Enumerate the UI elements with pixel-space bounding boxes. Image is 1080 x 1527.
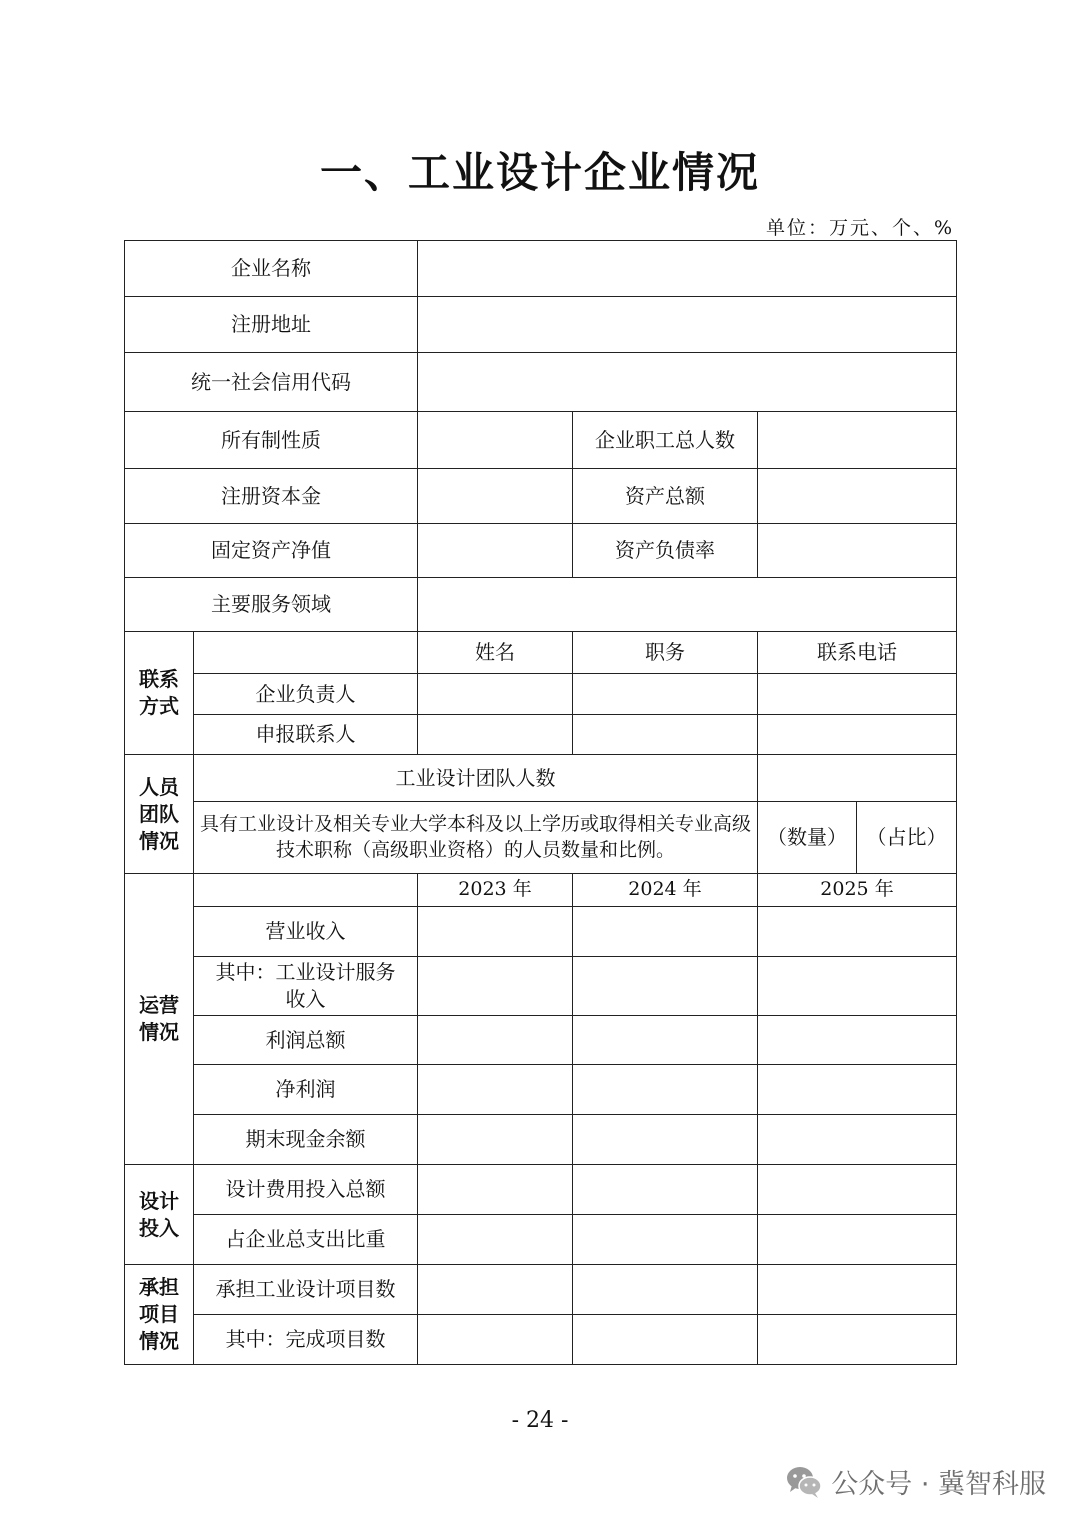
team-size-field[interactable] — [758, 755, 957, 802]
design-projects-2025-field[interactable] — [758, 1265, 957, 1315]
table-row — [125, 632, 957, 674]
applicant-position-field[interactable] — [573, 715, 758, 755]
table-row — [125, 578, 957, 632]
debt-ratio-field[interactable] — [758, 524, 957, 578]
watermark-text: 公众号 · 冀智科服 — [831, 1469, 1046, 1500]
table-row — [125, 1315, 957, 1365]
design-revenue-2024-field[interactable] — [573, 957, 758, 1016]
table-row — [125, 715, 957, 755]
net-profit-2024-field[interactable] — [573, 1065, 758, 1115]
watermark — [785, 1462, 1046, 1501]
label-total-employees: 企业职工总人数 — [573, 412, 758, 469]
design-projects-2024-field[interactable] — [573, 1265, 758, 1315]
design-projects-2023-field[interactable] — [418, 1265, 573, 1315]
table-row — [125, 469, 957, 524]
contact-header-position: 职务 — [573, 632, 758, 674]
completed-projects-2025-field[interactable] — [758, 1315, 957, 1365]
completed-projects-2023-field[interactable] — [418, 1315, 573, 1365]
label-ending-cash: 期末现金余额 — [194, 1115, 418, 1165]
table-row — [125, 802, 957, 874]
net-profit-2023-field[interactable] — [418, 1065, 573, 1115]
total-employees-field[interactable] — [758, 412, 957, 469]
label-applicant-contact: 申报联系人 — [194, 715, 418, 755]
contact-header-phone: 联系电话 — [758, 632, 957, 674]
table-row — [125, 412, 957, 469]
year-header-2023: 2023 年 — [418, 874, 573, 907]
table-row — [125, 241, 957, 297]
label-qualified-staff: 具有工业设计及相关专业大学本科及以上学历或取得相关专业高级技术职称（高级职业资格）的人员数量和比例。 — [194, 802, 758, 874]
label-registered-address: 注册地址 — [125, 297, 418, 353]
section-projects: 承担 项目 情况 — [125, 1265, 194, 1365]
registered-address-field[interactable] — [418, 297, 957, 353]
net-fixed-assets-field[interactable] — [418, 524, 573, 578]
label-team-size: 工业设计团队人数 — [194, 755, 758, 802]
company-head-position-field[interactable] — [573, 674, 758, 715]
main-service-area-field[interactable] — [418, 578, 957, 632]
total-assets-field[interactable] — [758, 469, 957, 524]
ending-cash-2024-field[interactable] — [573, 1115, 758, 1165]
expense-share-2024-field[interactable] — [573, 1215, 758, 1265]
year-header-2024: 2024 年 — [573, 874, 758, 907]
table-row — [125, 907, 957, 957]
label-total-profit: 利润总额 — [194, 1016, 418, 1065]
ending-cash-2023-field[interactable] — [418, 1115, 573, 1165]
label-ownership-type: 所有制性质 — [125, 412, 418, 469]
label-net-profit: 净利润 — [194, 1065, 418, 1115]
registered-capital-field[interactable] — [418, 469, 573, 524]
design-cost-2025-field[interactable] — [758, 1165, 957, 1215]
table-row — [125, 1115, 957, 1165]
applicant-name-field[interactable] — [418, 715, 573, 755]
wechat-icon — [785, 1465, 823, 1499]
label-expense-share: 占企业总支出比重 — [194, 1215, 418, 1265]
label-design-service-revenue: 其中：工业设计服务收入 — [194, 957, 418, 1016]
page-title: 一、工业设计企业情况 — [319, 148, 760, 197]
unit-note: 单位：万元、个、% — [765, 217, 954, 239]
total-profit-2023-field[interactable] — [418, 1016, 573, 1065]
label-net-fixed-assets: 固定资产净值 — [125, 524, 418, 578]
expense-share-2025-field[interactable] — [758, 1215, 957, 1265]
company-name-field[interactable] — [418, 241, 957, 297]
revenue-2025-field[interactable] — [758, 907, 957, 957]
section-operations: 运营 情况 — [125, 874, 194, 1165]
table-row — [125, 755, 957, 802]
completed-projects-2024-field[interactable] — [573, 1315, 758, 1365]
qualified-staff-count-field[interactable]: （数量） — [758, 802, 857, 874]
applicant-phone-field[interactable] — [758, 715, 957, 755]
revenue-2024-field[interactable] — [573, 907, 758, 957]
table-row — [125, 874, 957, 907]
section-contact: 联系 方式 — [125, 632, 194, 755]
label-design-cost-total: 设计费用投入总额 — [194, 1165, 418, 1215]
total-profit-2024-field[interactable] — [573, 1016, 758, 1065]
label-debt-ratio: 资产负债率 — [573, 524, 758, 578]
label-credit-code: 统一社会信用代码 — [125, 353, 418, 412]
total-profit-2025-field[interactable] — [758, 1016, 957, 1065]
table-row — [125, 1065, 957, 1115]
page-number: - 24 - — [511, 1408, 569, 1433]
table-row — [125, 674, 957, 715]
ownership-type-field[interactable] — [418, 412, 573, 469]
company-head-phone-field[interactable] — [758, 674, 957, 715]
design-revenue-2023-field[interactable] — [418, 957, 573, 1016]
label-registered-capital: 注册资本金 — [125, 469, 418, 524]
qualified-staff-ratio-field[interactable]: （占比） — [857, 802, 957, 874]
label-main-service-area: 主要服务领域 — [125, 578, 418, 632]
company-head-name-field[interactable] — [418, 674, 573, 715]
design-cost-2023-field[interactable] — [418, 1165, 573, 1215]
label-revenue: 营业收入 — [194, 907, 418, 957]
expense-share-2023-field[interactable] — [418, 1215, 573, 1265]
design-revenue-2025-field[interactable] — [758, 957, 957, 1016]
revenue-2023-field[interactable] — [418, 907, 573, 957]
table-row — [125, 297, 957, 353]
table-row — [125, 1016, 957, 1065]
contact-header-name: 姓名 — [418, 632, 573, 674]
label-completed-projects: 其中：完成项目数 — [194, 1315, 418, 1365]
table-row — [125, 957, 957, 1016]
credit-code-field[interactable] — [418, 353, 957, 412]
label-total-assets: 资产总额 — [573, 469, 758, 524]
section-design-investment: 设计 投入 — [125, 1165, 194, 1265]
contact-header-blank — [194, 632, 418, 674]
ending-cash-2025-field[interactable] — [758, 1115, 957, 1165]
operations-header-blank — [194, 874, 418, 907]
section-staff: 人员 团队 情况 — [125, 755, 194, 874]
label-company-head: 企业负责人 — [194, 674, 418, 715]
net-profit-2025-field[interactable] — [758, 1065, 957, 1115]
table-row — [125, 353, 957, 412]
label-company-name: 企业名称 — [125, 241, 418, 297]
table-row — [125, 1165, 957, 1215]
table-row — [125, 524, 957, 578]
design-cost-2024-field[interactable] — [573, 1165, 758, 1215]
label-design-projects: 承担工业设计项目数 — [194, 1265, 418, 1315]
year-header-2025: 2025 年 — [758, 874, 957, 907]
enterprise-info-table — [124, 240, 957, 1365]
table-row — [125, 1215, 957, 1265]
table-row — [125, 1265, 957, 1315]
